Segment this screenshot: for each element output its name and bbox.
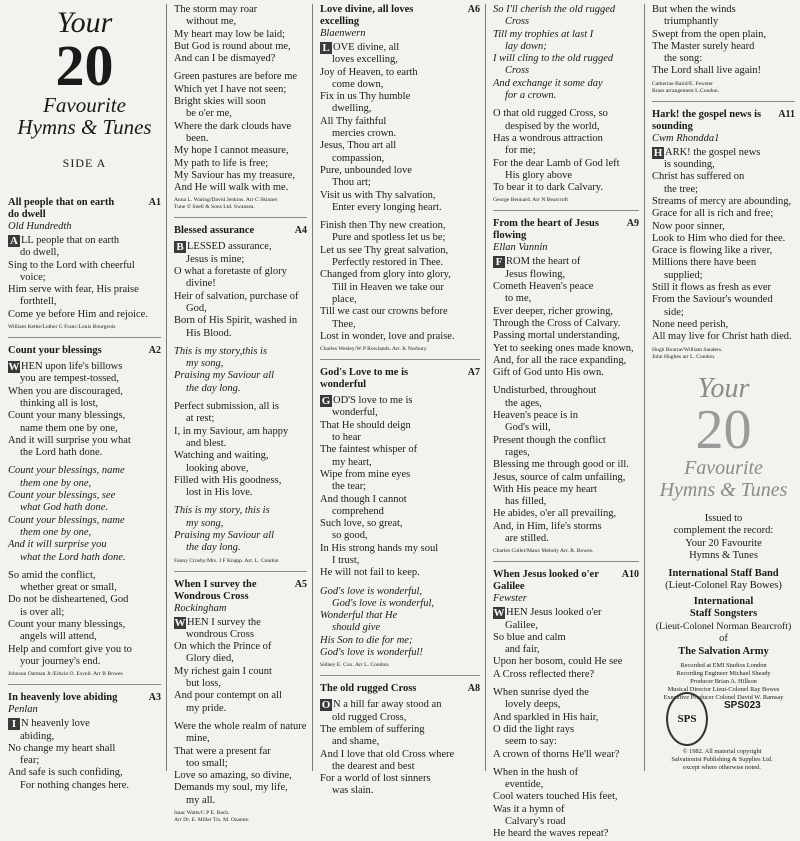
drop-cap: G [321, 395, 331, 408]
title-your: Your [56, 6, 113, 39]
stanza: F ROM the heart of Jesus flowing, Cometh Heaven's peace to me, Ever deeper, richer growing, Through the Cross of Calvary. Passing mortal understanding, Yet to seeking ones made known, And, for all the race expanding, Gift of God unto His own. [493, 256, 634, 379]
drop-cap: B [174, 241, 186, 253]
credit: Sidney E. Cox. Arr L. Condon. [320, 662, 390, 669]
stanza: W HEN I survey the wondrous Cross On which the Prince of Glory died, My richest gain I count but loss, And pour contempt on all my pride. [174, 616, 282, 714]
credit: Anna L. Waring/David Jenkins. Arr C Skinner Tune © Snell & Sons Ltd. Swansea. [174, 197, 278, 211]
record-logo: Your 20 Favourite Hymns & Tunes [659, 372, 788, 501]
stanza: So amid the conflict, whether great or small, Do not be disheartened, God is over all; Count your many blessings, angels will attend, Help and comfort give you to your journey's end. [8, 569, 132, 667]
hymn-title: Love divine, all loves excelling [320, 4, 414, 27]
stanza: I N heavenly love abiding, No change my heart shall fear; And safe is such confiding, For nothing changes here. [8, 718, 130, 791]
refrain: Count your blessings, name them one by one, Count your blessings, see what God hath done. Count your blessings, name them one by one, And it will surprise you what the Lord hath done. [8, 465, 126, 563]
hymn-a9 [493, 218, 639, 555]
hymn-a7 [320, 367, 480, 669]
songsters-leader: (Lieut-Colonel Norman Bearcroft) [655, 620, 792, 632]
band-leader: (Lieut-Colonel Ray Bowes) [665, 580, 782, 592]
hymn-a10 [493, 569, 639, 840]
stanza: Green pastures are before me Which yet I have not seen; Bright skies will soon be o'er me, Where the dark clouds have been. My hope I cannot measure, My path to life is free; My Saviour has my treasure, And He will walk with me. [174, 71, 298, 194]
tune-name: Old Hundredth [8, 221, 72, 232]
stanza: Undisturbed, throughout the ages, Heaven's peace is in God's will, Present though the conflict rages, Blessing me through good or ill. Jesus, source of calm unfailing, With His peace my heart has filled, He abides, o'er all prevailing, And, in Him, life's storms are stilled. [493, 385, 629, 544]
hymn-number: A1 [148, 197, 161, 208]
hymn-number: A5 [294, 578, 307, 590]
divider [8, 684, 161, 685]
copyright: © 1982. All material copyright Salvationist Publishing & Supplies Ltd. except where otherwise noted. [671, 748, 773, 771]
column-1 [0, 0, 166, 791]
credit: Johnson Oatman Jr./Edwin O. Excell. Arr R Bowes [8, 671, 123, 678]
refrain: This is my story,this is my song, Praising my Saviour all the day long. [174, 345, 275, 394]
stanza: O that old rugged Cross, so despised by the world, Has a wondrous attraction for me; For the dear Lamb of God left His glory above To bear it to dark Calvary. [493, 108, 620, 194]
hymn-number: A6 [467, 4, 480, 15]
tune-name: Penlan [8, 704, 38, 716]
stanza: Finish then Thy new creation, Pure and spotless let us be; Let us see Thy great salvation, Perfectly restored in Thee. Changed from glory into glory, Till in Heaven we take our place, Till we cast our crowns before Thee, Lost in wonder, love and praise. [320, 220, 455, 342]
refrain: This is my story, this is my song, Praising my Saviour all the day long. [174, 505, 275, 554]
credit: George Bennard. Arr N Bearcroft [493, 197, 568, 204]
stanza: When sunrise dyed the lovely deeps, And sparkled in His hair, O did the light rays seem to say: A crown of thorns He'll wear? [493, 687, 620, 760]
title-logo [8, 8, 161, 138]
drop-cap: I [8, 718, 20, 730]
footer-area [644, 0, 800, 775]
hymn-a3 [8, 692, 161, 792]
hymn-a8 [320, 683, 480, 797]
divider [320, 359, 480, 360]
stanza: When in the hush of eventide, Cool waters touched His feet, Was it a hymn of Calvary's road He heard the waves repeat? [493, 766, 618, 840]
hymn-a2 [8, 345, 161, 678]
column-4 [485, 0, 644, 840]
stanza: Perfect submission, all is at rest; I, in my Saviour, am happy and blest. Watching and waiting, looking above, Filled with His goodness, lost in His love. [174, 401, 289, 499]
songsters-line2: Staff Songsters [689, 608, 758, 620]
army-name: The Salvation Army [678, 645, 769, 657]
tune-name: Ellan Vannin [493, 242, 548, 254]
hymn-title: When I survey the Wondrous Cross [174, 578, 257, 602]
drop-cap: F [493, 256, 505, 268]
hymn-number: A7 [467, 367, 480, 379]
hymn-title: All people that on earth do dwell [8, 197, 115, 220]
hymn-title: When Jesus looked o'er Galilee [493, 569, 599, 593]
stanza: O N a hill far away stood an old rugged Cross, The emblem of suffering and shame, And I love that old Cross where the dearest and best For a world of lost sinners was slain. [320, 699, 455, 797]
credit: Hugh Bourne/William Sanders. John Hughes arr L. Condon. [652, 346, 723, 360]
hymn-title: In heavenly love abiding [8, 692, 118, 704]
tune-name: Cwm Rhondda1 [652, 132, 720, 144]
drop-cap: H [653, 146, 663, 159]
refrain: God's love is wonderful, God's love is wonderful, Wonderful that He should give His Son to die for me; God's love is wonderful! [320, 585, 434, 659]
band-name: International Staff Band [668, 567, 779, 579]
divider [320, 675, 480, 676]
stanza: L OVE divine, all loves excelling, Joy of Heaven, to earth come down, Fix in us Thy humble dwelling, All Thy faithful mercies crown. Jesus, Thou art all compassion, Pure, unbounded love Thou art; Visit us with Thy salvation, Enter every longing heart. [320, 42, 442, 213]
tune-name: Blaenwern [320, 28, 366, 39]
divider [174, 217, 307, 218]
side-label: SIDE A [62, 156, 107, 170]
title-number: 20 [55, 33, 114, 98]
hymn-a8-continued [493, 4, 639, 204]
credit: William Kethe/Luther G Franc/Louis Bourgeois [8, 324, 116, 331]
hymn-title: Blessed assurance [174, 225, 255, 237]
tune-name: Fewster [493, 593, 527, 605]
column-3 [312, 0, 485, 797]
hymn-a6 [320, 4, 480, 353]
stanza: Were the whole realm of nature mine, That were a present far too small; Love so amazing, so divine, Demands my soul, my life, my all. [174, 720, 307, 806]
stanza: G OD'S love to me is wonderful, That He should deign to hear The faintest whisper of my heart, Wipe from mine eyes the tear; And though I cannot comprehend Such love, so great, so good, In His strong hands my soul I trust, He will not fail to keep. [320, 395, 439, 579]
title-line1: Favourite [43, 93, 126, 117]
credit: Isaac Watts/C P E. Bach. Arr Dr. E. Miller Trs. M. Ozanne. [174, 810, 250, 824]
credit: Catherine Baird/E. Fewster Brass arrangement L.Condon. [652, 80, 720, 94]
hymn-a3-continued [174, 4, 307, 211]
credit: Charles Coller/Manx Melody Arr. R. Bowes. [493, 548, 594, 555]
hymn-number: A11 [778, 108, 795, 120]
stanza: The storm may roar without me, My heart may low be laid; But God is round about me, And can I be dismayed? [174, 4, 291, 65]
hymn-number: A8 [467, 683, 480, 695]
production-credits: Recorded at EMI Studios London Recording Engineer Michael Sheady Producer Brian A. Hillson Musical Director Lieut-Colonel Ray Bowes Executive Producer Colonel David W. Ramsay [663, 662, 784, 702]
hymn-number: A10 [621, 569, 639, 581]
hymn-a4 [174, 225, 307, 564]
hymn-title: Hark! the gospel news is sounding [652, 108, 762, 132]
songsters-line1: International [693, 595, 754, 607]
hymn-a5 [174, 579, 307, 824]
hymn-title: Count your blessings [8, 345, 102, 357]
drop-cap: O [321, 699, 331, 712]
stanza: W HEN upon life's billows you are tempest-tossed, When you are discouraged, thinking all is lost, Count your many blessings, name them one by one, And it will surprise you what the Lord hath done. [8, 361, 131, 459]
stanza: A LL people that on earth do dwell, Sing to the Lord with cheerful voice; Him serve with fear, His praise forthtell, Come ye before Him and rejoice. [8, 235, 148, 320]
hymn-number: A3 [148, 692, 161, 704]
of-text: of [719, 633, 728, 645]
hymn-number: A4 [294, 225, 307, 237]
hymn-number: A2 [148, 345, 161, 357]
divider [8, 337, 161, 338]
sps-logo-icon: SPS [666, 692, 708, 746]
hymn-title: From the heart of Jesus flowing [493, 218, 599, 242]
drop-cap: W [493, 607, 505, 620]
drop-cap: W [174, 616, 186, 629]
drop-cap: W [8, 361, 20, 374]
hymn-title: The old rugged Cross [320, 683, 417, 695]
tune-name: Rockingham [174, 602, 227, 614]
divider [493, 561, 639, 562]
issued-text: Issued to complement the record: Your 20 Favourite Hymns & Tunes [673, 512, 774, 562]
refrain: So I'll cherish the old rugged Cross Till my trophies at last I lay down; I will cling to the old rugged Cross And exchange it some day for a crown. [493, 4, 616, 102]
credit: Charles Wesley/W P Rowlands. Arr. K Norbury [320, 346, 427, 353]
catalog-number: SPS023 [724, 700, 761, 711]
credit: Fanny Crosby/Mrs. J F Knapp. Arr. L. Condon [174, 557, 279, 564]
divider [493, 210, 639, 211]
hymn-number: A9 [626, 218, 639, 230]
divider [174, 571, 307, 572]
drop-cap: A [8, 235, 20, 247]
column-2 [166, 0, 312, 824]
stanza: H ARK! the gospel news is sounding, Christ has suffered on the tree; Streams of mercy are abounding, Grace for all is rich and free; Now poor sinner, Look to Him who died for thee. Grace is flowing like a river, Millions there have been supplied; Still it flows as fresh as ever From the Saviour's wounded side; None need perish, All may live for Christ hath died. [652, 146, 792, 343]
hymn-title: God's Love to me is wonderful [320, 367, 409, 391]
hymn-a1 [8, 197, 161, 331]
drop-cap: L [320, 42, 332, 54]
stanza: But when the winds triumphantly Swept from the open plain, The Master surely heard the song: The Lord shall live again! [652, 4, 767, 77]
stanza: B LESSED assurance, Jesus is mine; O what a foretaste of glory divine! Heir of salvation, purchase of God, Born of His Spirit, washed in His Blood. [174, 241, 299, 339]
stanza: W HEN Jesus looked o'er Galilee, So blue and calm and fair, Upon her bosom, could He see A Cross reflected there? [493, 607, 623, 680]
title-line2: Hymns & Tunes [17, 115, 152, 139]
